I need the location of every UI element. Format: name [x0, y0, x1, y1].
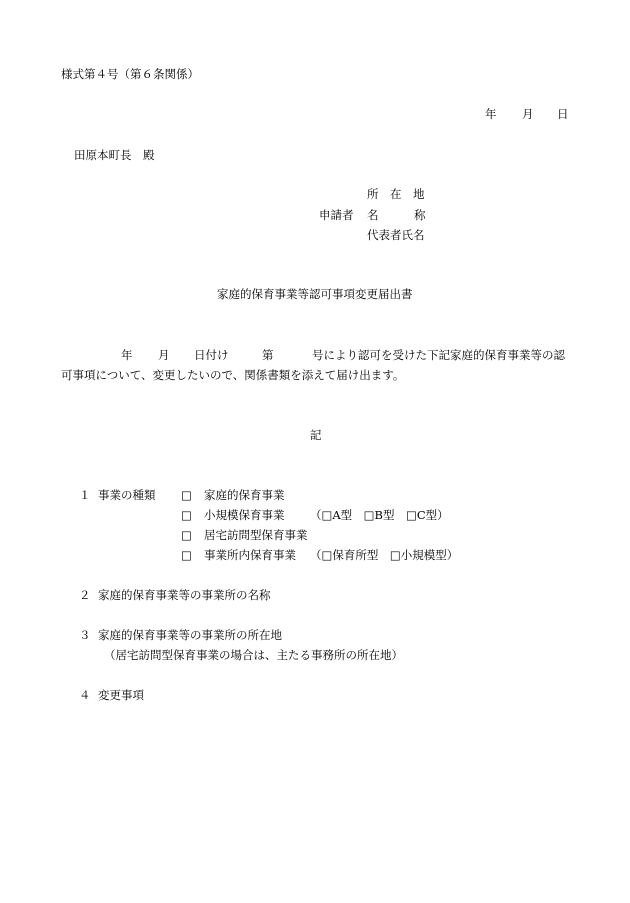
addressee: 田原本町長 殿: [74, 148, 155, 162]
option-home-visit-daycare: 居宅訪問型保育事業: [204, 528, 308, 542]
date-year-label: 年: [485, 107, 497, 121]
checkbox-icon[interactable]: □: [181, 508, 192, 522]
option-family-daycare: 家庭的保育事業: [204, 488, 285, 502]
form-number: 様式第４号（第６条関係）: [61, 67, 199, 81]
date-month-label: 月: [522, 107, 534, 121]
body-dai-label: 第: [262, 348, 274, 362]
checkbox-icon[interactable]: □: [181, 528, 192, 542]
body-month-label: 月: [158, 348, 170, 362]
applicant-label: 申請者: [319, 208, 354, 222]
option-workplace-daycare: 事業所内保育事業: [204, 548, 296, 562]
checkbox-icon[interactable]: □: [181, 488, 192, 502]
name-label-part2: 称: [414, 208, 426, 222]
item3-note: （居宅訪問型保育事業の場合は、主たる事務所の所在地）: [104, 648, 403, 662]
name-label-part1: 名: [367, 208, 379, 222]
item1-number: １: [79, 488, 91, 502]
option-workplace-types: （□保育所型 □小規模型）: [310, 548, 459, 562]
item2-label: 家庭的保育事業等の事業所の名称: [98, 588, 271, 602]
item3-label: 家庭的保育事業等の事業所の所在地: [98, 628, 282, 642]
date-day-label: 日: [557, 107, 569, 121]
body-line1-rest: 号により認可を受けた下記家庭的保育事業等の認: [312, 348, 565, 362]
checkbox-icon[interactable]: □: [181, 548, 192, 562]
item2-number: ２: [79, 588, 91, 602]
address-label: 所 在 地: [367, 187, 425, 201]
document-title: 家庭的保育事業等認可事項変更届出書: [217, 287, 413, 301]
option-small-scale-daycare: 小規模保育事業: [204, 508, 285, 522]
item4-number: ４: [79, 688, 91, 702]
body-line2: 可事項について、変更したいので、関係書類を添えて届け出ます。: [61, 368, 405, 382]
item3-number: ３: [79, 628, 91, 642]
body-year-label: 年: [121, 348, 133, 362]
option-small-scale-types: （□A型 □B型 □C型）: [310, 508, 449, 522]
item1-label: 事業の種類: [98, 488, 156, 502]
item4-label: 変更事項: [98, 688, 144, 702]
representative-label: 代表者氏名: [367, 228, 425, 242]
ki-heading: 記: [310, 428, 322, 442]
body-dated-label: 日付け: [194, 348, 229, 362]
